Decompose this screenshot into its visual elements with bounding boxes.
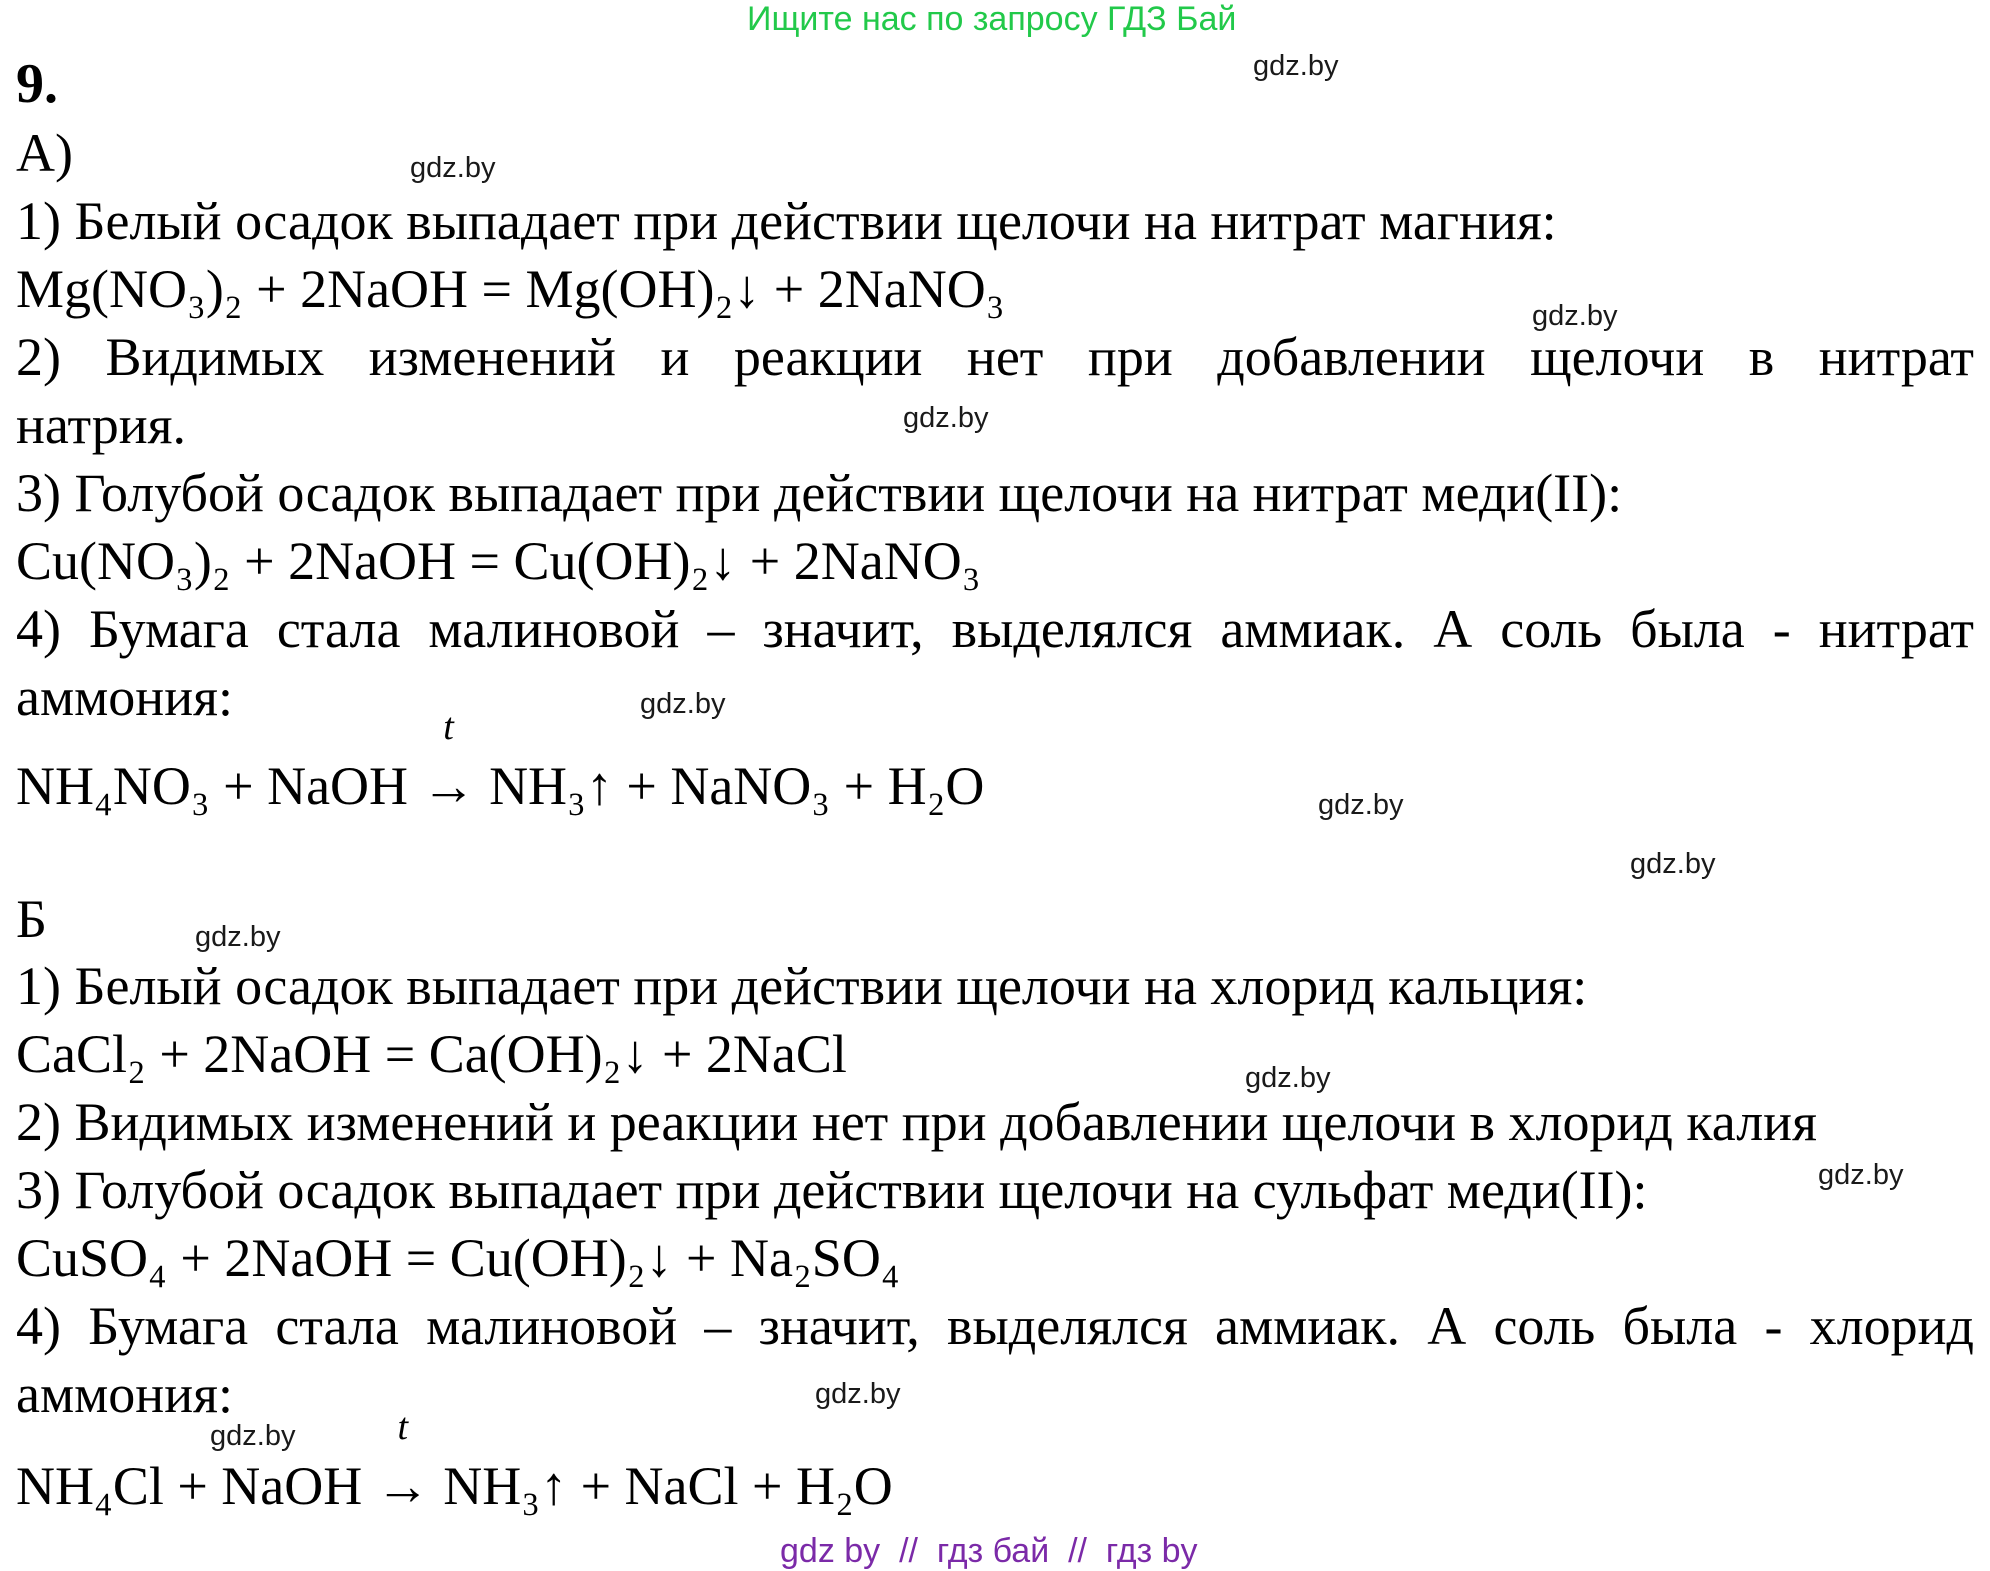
part-a-line-3: 3) Голубой осадок выпадает при действии щелочи на нитрат меди(II): (16, 463, 1623, 523)
part-b-equation-1: CaCl₂ + 2NaOH = Ca(OH)₂↓ + 2NaCl (16, 1024, 847, 1084)
watermark: gdz.by (1818, 1159, 1904, 1191)
reaction-arrow (375, 1406, 430, 1517)
heat-condition: t (443, 706, 454, 748)
watermark: gdz.by (1245, 1062, 1331, 1094)
part-a-equation-4 (16, 706, 985, 817)
part-b-line-2: 2) Видимых изменений и реакции нет при добавлении щелочи в хлорид калия (16, 1092, 1817, 1152)
part-b-line-3: 3) Голубой осадок выпадает при действии щелочи на сульфат меди(II): (16, 1160, 1648, 1220)
equation-right: NH₃↑ + NaCl + H₂O (443, 1456, 893, 1516)
part-b-line-1: 1) Белый осадок выпадает при действии щелочи на хлорид кальция: (16, 956, 1588, 1016)
part-a-label: А) (16, 123, 73, 183)
footer-links: gdz by // гдз бай // гдз by (780, 1532, 1198, 1570)
equation-right: NH₃↑ + NaNO₃ + H₂O (489, 756, 985, 816)
watermark: gdz.by (1532, 300, 1618, 332)
part-b-line-4-cont: аммония: (16, 1364, 233, 1424)
watermark: gdz.by (195, 921, 281, 953)
watermark: gdz.by (410, 152, 496, 184)
part-a-line-4-cont: аммония: (16, 667, 233, 727)
part-b-line-4: 4) Бумага стала малиновой – значит, выделялся аммиак. А соль была - хлорид (16, 1296, 1974, 1356)
watermark: gdz.by (210, 1420, 296, 1452)
reaction-arrow (421, 706, 476, 817)
equation-left: NH₄Cl + NaOH (16, 1456, 363, 1516)
equation-left: NH₄NO₃ + NaOH (16, 756, 409, 816)
part-a-line-2-cont: натрия. (16, 395, 186, 455)
part-a-equation-1: Mg(NO₃)₂ + 2NaOH = Mg(OH)₂↓ + 2NaNO₃ (16, 259, 1005, 319)
part-a-line-2: 2) Видимых изменений и реакции нет при добавлении щелочи в нитрат (16, 327, 1974, 387)
heat-condition: t (397, 1406, 409, 1448)
part-a-equation-3: Cu(NO₃)₂ + 2NaOH = Cu(OH)₂↓ + 2NaNO₃ (16, 531, 981, 591)
task-number: 9. (16, 53, 58, 115)
watermark: gdz.by (903, 402, 989, 434)
watermark: gdz.by (1318, 789, 1404, 821)
watermark: gdz.by (640, 688, 726, 720)
arrow-glyph: → (375, 1456, 430, 1516)
watermark: gdz.by (815, 1378, 901, 1410)
part-a-line-4: 4) Бумага стала малиновой – значит, выделялся аммиак. А соль была - нитрат (16, 599, 1974, 659)
part-b-label: Б (16, 889, 48, 949)
watermark: gdz.by (1253, 50, 1339, 82)
watermark: gdz.by (1630, 848, 1716, 880)
ad-banner: Ищите нас по запросу ГДЗ Бай (747, 0, 1237, 38)
part-b-equation-3: CuSO₄ + 2NaOH = Cu(OH)₂↓ + Na₂SO₄ (16, 1228, 900, 1288)
arrow-glyph: → (421, 756, 476, 816)
part-a-line-1: 1) Белый осадок выпадает при действии щелочи на нитрат магния: (16, 191, 1557, 251)
